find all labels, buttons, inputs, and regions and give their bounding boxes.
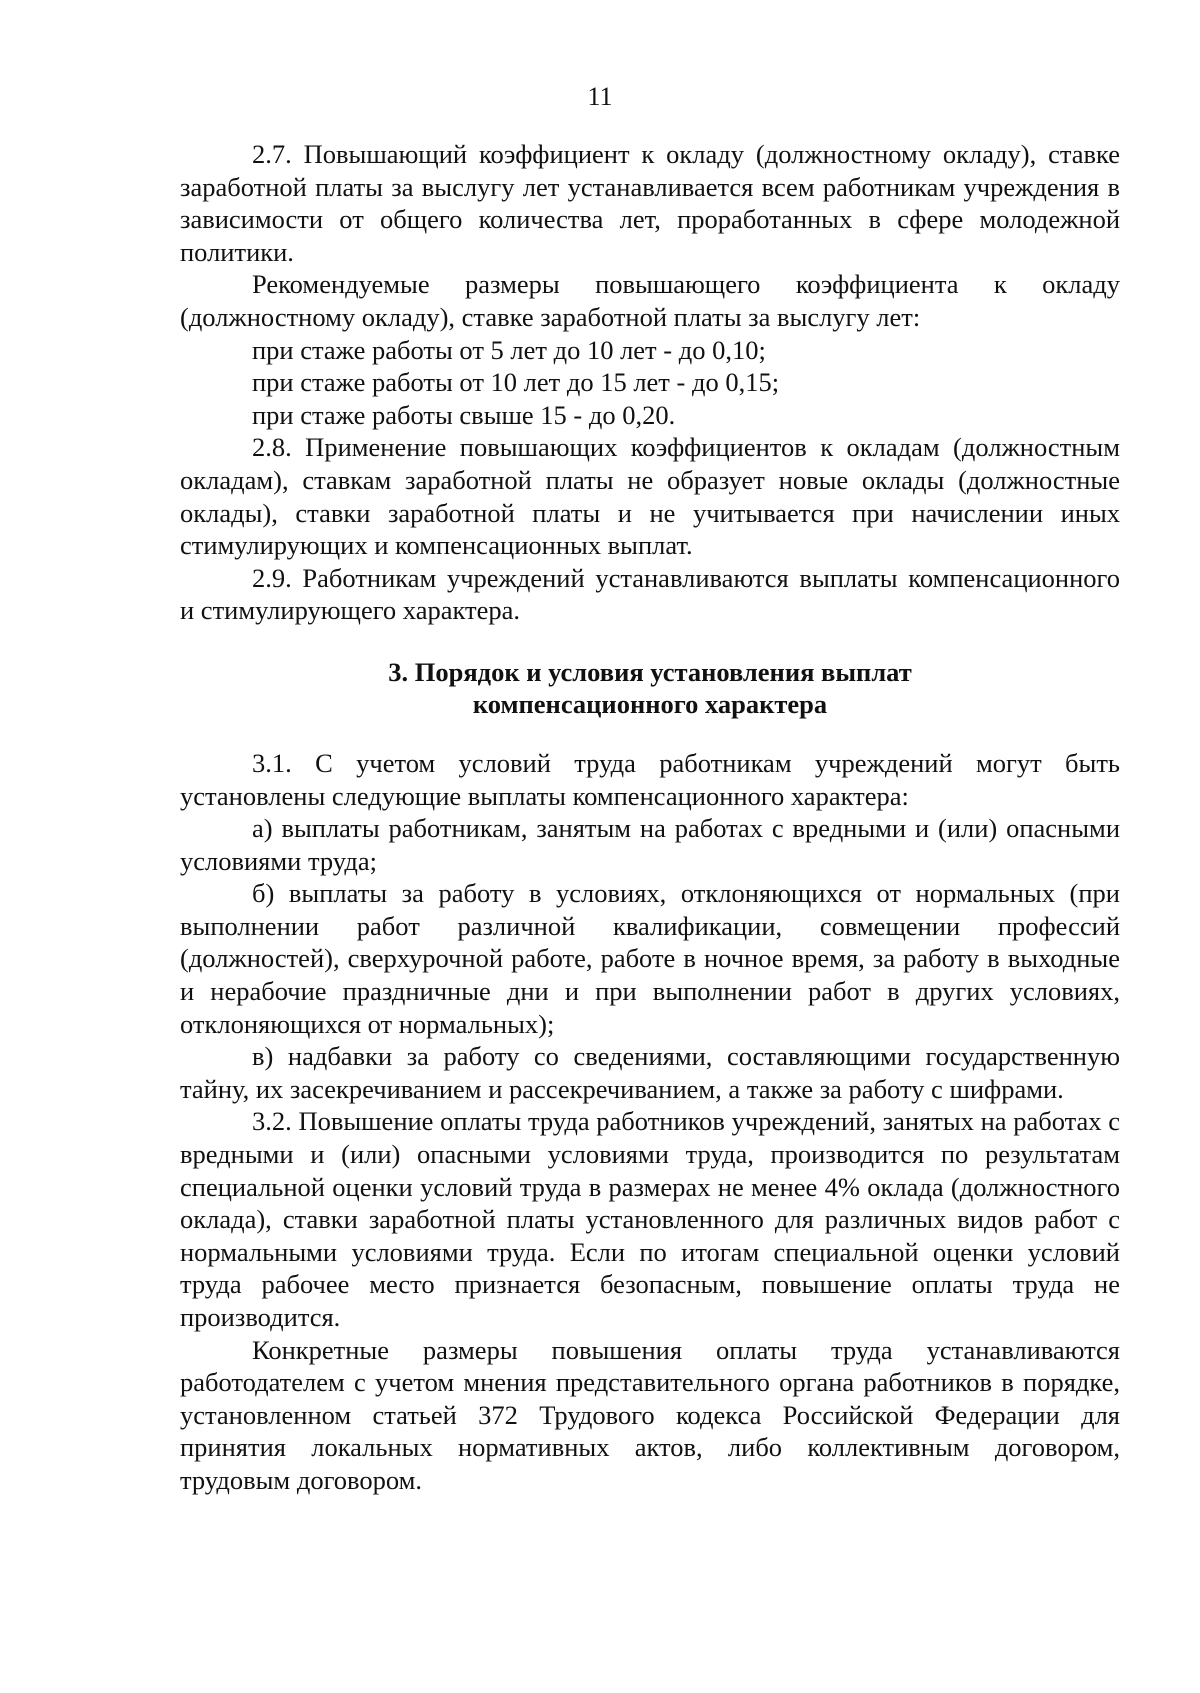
section-heading: [180, 656, 1120, 720]
list-item-a: а) выплаты работникам, занятым на работах с вредными и (или) опасными условиями труда;: [180, 813, 1120, 876]
list-item-over-15-years: при стаже работы свыше 15 - до 0,20.: [252, 399, 676, 430]
section-heading-line-2: компенсационного характера: [472, 688, 828, 719]
document-body: [180, 138, 1120, 1497]
paragraph-2-9: 2.9. Работникам учреждений устанавливаются выплаты компенсационного и стимулирующего характера.: [180, 562, 1120, 626]
list-item-v: в) надбавки за работу со сведениями, составляющими государственную тайну, их засекречиванием и рассекречиванием, а также за работу с шифрами.: [180, 1041, 1120, 1104]
list-item-5-10-years: при стаже работы от 5 лет до 10 лет - до 0,10;: [252, 334, 766, 365]
page-number: 11: [587, 82, 613, 111]
list-item-10-15-years: при стаже работы от 10 лет до 15 лет - до 0,15;: [252, 367, 780, 398]
paragraph-3-1: 3.1. С учетом условий труда работникам учреждений могут быть установлены следующие выплаты компенсационного характера:: [180, 747, 1120, 811]
paragraph-recommended-sizes: Рекомендуемые размеры повышающего коэффициента к окладу (должностному окладу), ставке заработной платы за выслугу лет:: [180, 269, 1120, 332]
section-heading-line-1: 3. Порядок и условия установления выплат: [388, 656, 912, 687]
paragraph-3-2: 3.2. Повышение оплаты труда работников учреждений, занятых на работах с вредными и (или) опасными условиями труда, производится по результатам специальной оценки условий труда в размерах не менее 4% оклада (должностного оклада), ставки заработной платы установленного для различных видов работ с нормальными условиями труда. Если по итогам специальной оценки условий труда рабочее место признается безопасным, повышение оплаты труда не производится.: [180, 1106, 1120, 1332]
paragraph-2-7: 2.7. Повышающий коэффициент к окладу (должностному окладу), ставке заработной платы за выслугу лет устанавливается всем работникам учреждения в зависимости от общего количества лет, проработанных в сфере молодежной политики.: [180, 139, 1120, 267]
paragraph-specific-sizes: Конкретные размеры повышения оплаты труда устанавливаются работодателем с учетом мнения представительного органа работников в порядке, установленном статьей 372 Трудового кодекса Российской Федерации для принятия локальных нормативных актов, либо коллективным договором, трудовым договором.: [180, 1334, 1120, 1495]
paragraph-2-8: 2.8. Применение повышающих коэффициентов к окладам (должностным окладам), ставкам заработной платы не образует новые оклады (должностные оклады), ставки заработной платы и не учитывается при начислении иных стимулирующих и компенсационных выплат.: [180, 432, 1120, 561]
list-item-b: б) выплаты за работу в условиях, отклоняющихся от нормальных (при выполнении работ различной квалификации, совмещении профессий (должностей), сверхурочной работе, работе в ночное время, за работу в выходные и нерабочие праздничные дни и при выполнении работ в других условиях, отклоняющихся от нормальных);: [180, 878, 1120, 1039]
